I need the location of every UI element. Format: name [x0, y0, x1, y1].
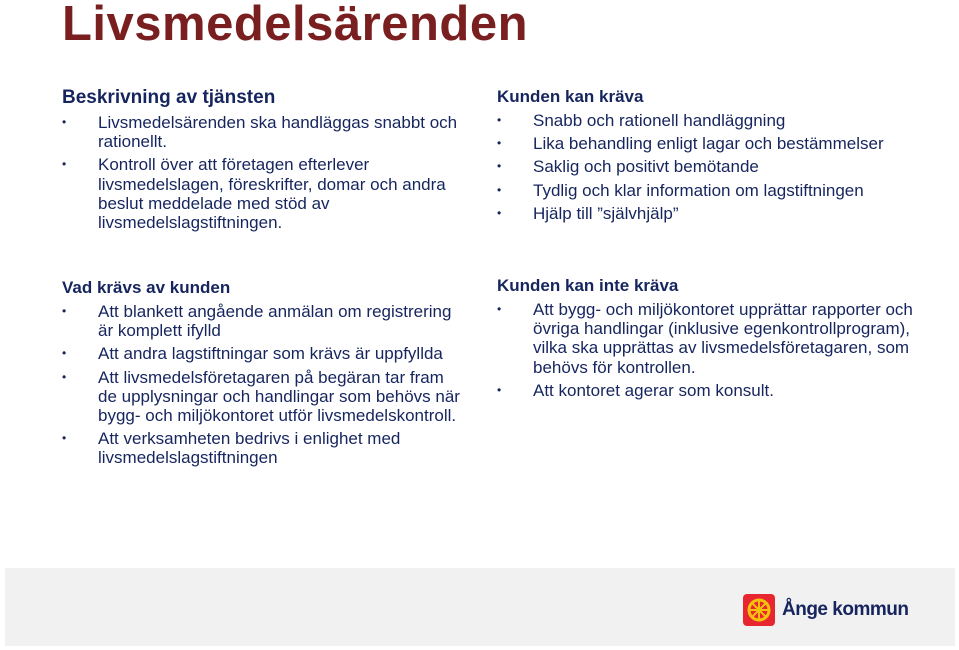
bullet-icon: •	[62, 369, 67, 384]
list-item: • Att blankett angående anmälan om registrering är komplett ifylld	[62, 302, 452, 341]
list-item: • Tydlig och klar information om lagstiftningen	[497, 180, 864, 200]
bullet-list	[497, 300, 917, 400]
list-item: • Lika behandling enligt lagar och bestämmelser	[497, 134, 884, 154]
section-heading: Kunden kan kräva	[497, 87, 644, 106]
section-vad-kravs	[62, 278, 462, 472]
list-item: • Att livsmedelsföretagaren på begäran tar fram de upplysningar och handlingar som behövs när bygg- och miljökontoret utför livsmedelskontroll.	[62, 367, 460, 426]
page-title: Livsmedelsärenden	[62, 0, 529, 51]
logo-text: Ånge kommun	[782, 599, 909, 620]
municipal-crest-icon	[742, 593, 776, 627]
section-heading: Kunden kan inte kräva	[497, 276, 679, 295]
bullet-icon: •	[62, 115, 67, 129]
bullet-list	[62, 113, 462, 232]
list-item: • Att kontoret agerar som konsult.	[497, 380, 774, 400]
bullet-icon: •	[497, 205, 502, 220]
bullet-list	[62, 302, 462, 468]
bullet-icon: •	[62, 304, 67, 318]
list-item: • Saklig och positivt bemötande	[497, 157, 759, 177]
bullet-icon: •	[497, 182, 502, 197]
bullet-icon: •	[497, 302, 502, 316]
bullet-icon: •	[497, 136, 502, 151]
section-beskrivning	[62, 87, 462, 236]
section-kunden-kan-inte-krava	[497, 276, 917, 404]
bullet-icon: •	[62, 157, 67, 172]
bullet-icon: •	[497, 382, 502, 397]
list-item: • Livsmedelsärenden ska handläggas snabbt och rationellt.	[62, 113, 458, 152]
bullet-icon: •	[497, 159, 502, 174]
bullet-list	[497, 111, 917, 223]
list-item: • Hjälp till ”självhjälp”	[497, 203, 679, 223]
municipality-logo	[742, 590, 912, 630]
bullet-icon: •	[62, 346, 67, 361]
section-kunden-kan-krava	[497, 87, 917, 227]
bullet-icon: •	[62, 431, 67, 446]
list-item: • Att bygg- och miljökontoret upprättar rapporter och övriga handlingar (inklusive egenkontrollprogram), vilka ska upprättas av livsmedelsföretagaren, som behövs för kontrollen.	[497, 300, 913, 377]
list-item: • Snabb och rationell handläggning	[497, 111, 786, 130]
list-item: • Kontroll över att företagen efterlever livsmedelslagen, föreskrifter, domar och andra beslut meddelade med stöd av livsmedelslagstiftningen.	[62, 155, 446, 233]
section-heading: Beskrivning av tjänsten	[62, 87, 276, 108]
list-item: • Att andra lagstiftningar som krävs är uppfyllda	[62, 344, 443, 364]
bullet-icon: •	[497, 113, 502, 127]
list-item: • Att verksamheten bedrivs i enlighet med livsmedelslagstiftningen	[62, 429, 401, 468]
section-heading: Vad krävs av kunden	[62, 278, 231, 297]
